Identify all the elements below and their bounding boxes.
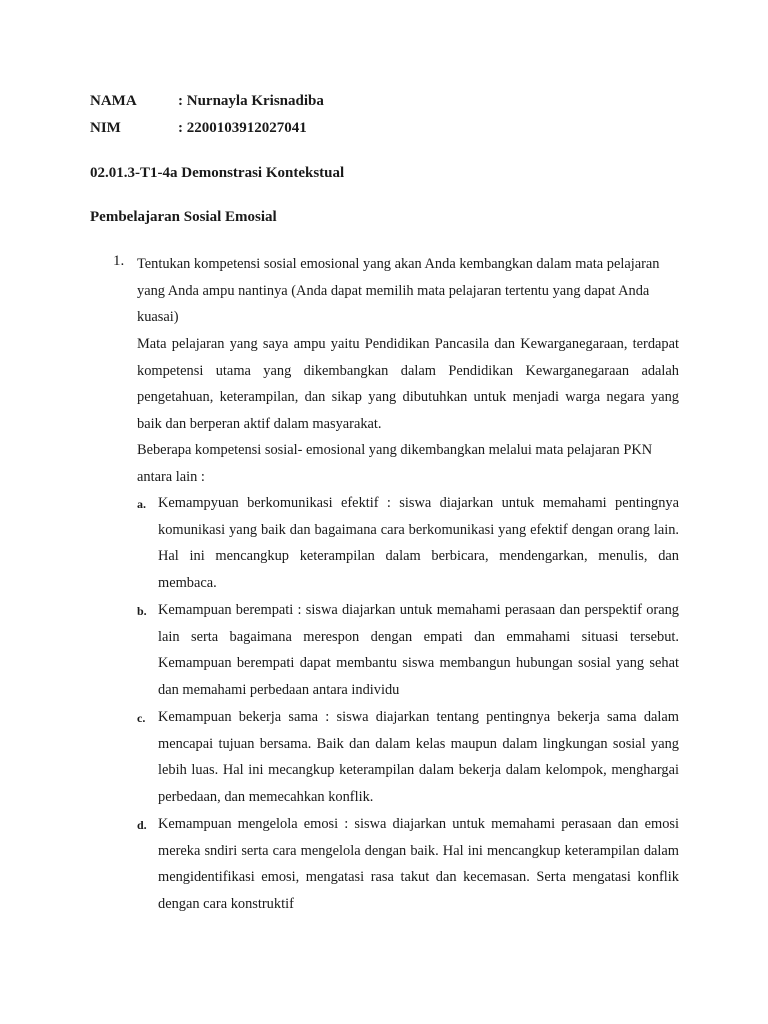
name-label: NAMA — [90, 93, 137, 109]
item-c-text: Kemampuan bekerja sama : siswa diajarkan tentang pentingnya bekerja sama dalam mencapai tujuan bersama. Baik dan dalam kelas maupun dalam lingkungan sosial yang lebih luas. Hal ini mecangkup keterampilan dalam bekerja dalam kelompok, menghargai perbedaan, dan memecahkan konflik. — [158, 709, 679, 805]
item-c-letter: c. — [137, 711, 146, 725]
item-b-text: Kemampuan berempati : siswa diajarkan untuk memahami perasaan dan perspektif orang lain serta bagaimana merespon dengan empati dan emmahami situasi tersebut. Kemampuan berempati dapat membantu siswa membangun hubungan sosial yang sehat dan memahami perbedaan antara individu — [158, 602, 679, 698]
item-a-letter: a. — [137, 497, 146, 511]
item-d-letter: d. — [137, 818, 147, 832]
section-title: Pembelajaran Sosial Emosial — [90, 209, 277, 225]
nim-label: NIM — [90, 120, 121, 136]
name-row — [90, 93, 324, 110]
question-number: 1. — [113, 253, 125, 269]
item-b-letter: b. — [137, 604, 147, 618]
item-d-text: Kemampuan mengelola emosi : siswa diajarkan untuk memahami perasaan dan emosi mereka sndiri serta cara mengelola dengan baik. Hal ini mencangkup keterampilan dalam mengidentifikasi emosi, mengatasi rasa takut dan kecemasan. Serta mengatasi konflik dengan cara konstruktif — [158, 816, 679, 912]
question-text: Tentukan kompetensi sosial emosional yang akan Anda kembangkan dalam mata pelajaran yang Anda ampu nantinya (Anda dapat memilih mata pelajaran tertentu yang dapat Anda kuasai) — [137, 256, 660, 325]
doc-code-heading: 02.01.3-T1-4a Demonstrasi Kontekstual — [90, 165, 345, 181]
name-value: : Nurnayla Krisnadiba — [178, 93, 324, 109]
answer-paragraph-2: Beberapa kompetensi sosial- emosional yang dikembangkan melalui mata pelajaran PKN antara lain : — [137, 442, 653, 485]
item-a-text: Kemampyuan berkomunikasi efektif : siswa diajarkan untuk memahami pentingnya komunikasi yang baik dan bagaimana cara berkomunikasi yang efektif dengan orang lain. Hal ini mencangkup keterampilan dalam berbicara, mendengarkan, menulis, dan membaca. — [158, 495, 679, 591]
answer-paragraph-1: Mata pelajaran yang saya ampu yaitu Pendidikan Pancasila dan Kewarganegaraan, terdapat kompetensi utama yang dikembangkan dalam Pendidikan Kewarganegaraan adalah pengetahuan, keterampilan, dan sikap yang dibutuhkan untuk menjadi warga negara yang baik dan berperan aktif dalam masyarakat. — [137, 336, 679, 432]
nim-row — [90, 120, 307, 137]
nim-value: : 2200103912027041 — [178, 120, 307, 136]
